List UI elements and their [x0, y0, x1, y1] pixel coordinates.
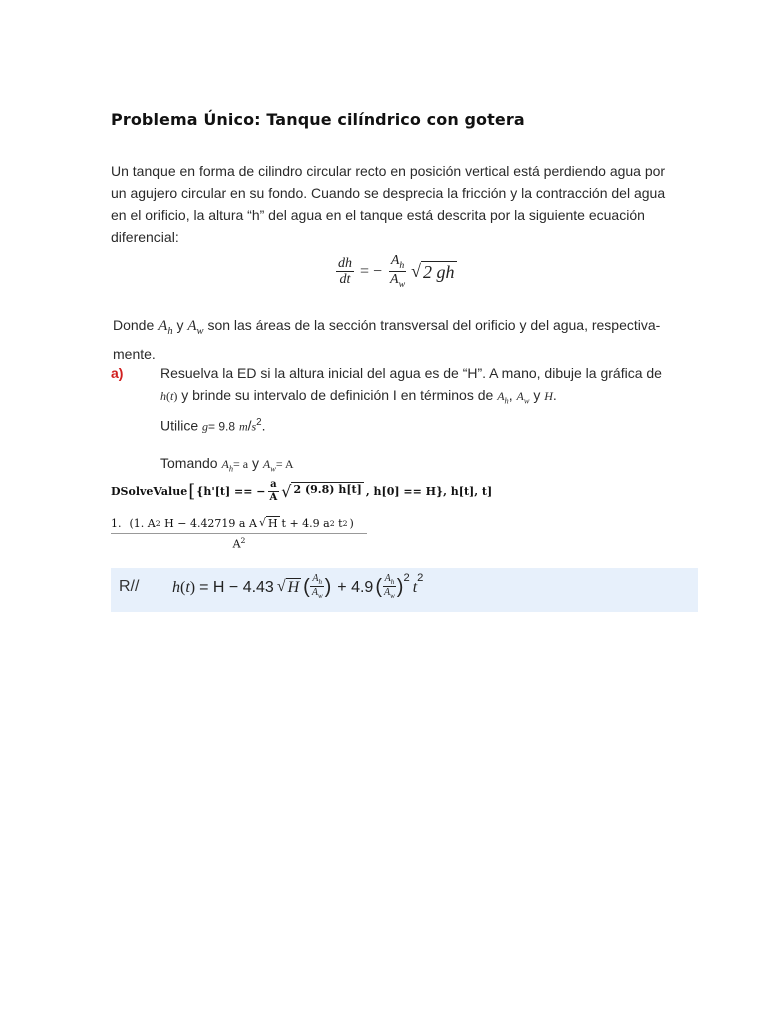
sqrt-H-answer: √ H [276, 578, 300, 597]
sqrt-H: √ H [258, 516, 278, 530]
answer-formula: h(t) = H − 4.43 √ H ( $\frac{A_h}{A_w}$ ) + 4.9 ( $\frac{A_h}{A_w}$ ) $^2$ t $^2$ [172, 572, 424, 601]
answer-fraction-1: $\frac{A_h}{A_w}$ [311, 573, 323, 601]
intro-line: Un tanque en forma de cilindro circular recto en posición vertical está perdiendo agua por [111, 163, 666, 179]
item-a-line3: Utilice g= 9.8 $m/s^2$. [160, 417, 266, 435]
sqrt-2-9.8-h: √ 2 (9.8) h[t] [281, 481, 362, 501]
item-a-line1: Resuelva la ED si la altura inicial del agua es de “H”. A mano, dibuje la gráfica de [160, 365, 662, 381]
answer-label: R// [119, 578, 140, 595]
output-denominator: $A^2$ [232, 536, 246, 551]
differential-equation [336, 254, 457, 291]
where-line-2: mente. [113, 346, 156, 362]
mathematica-output [111, 516, 367, 551]
answer-fraction-2: $\frac{A_h}{A_w}$ [384, 573, 395, 601]
output-numerator: 1. (1. A 2 H − 4.42719 a A √ H t + 4.9 a 2 t 2 ) [111, 516, 367, 534]
sqrt-2gh: √ 2 gh [411, 261, 455, 283]
mathematica-input: DSolveValue [ {h'[t] == − $\frac{a}{A}$ √ 2 (9.8) h[t] , h[0] == H}, h[t], t] [111, 479, 493, 503]
intro-line: un agujero circular en su fondo. Cuando se desprecia la fricción y la contracción del agua [111, 185, 666, 201]
where-paragraph [113, 314, 713, 365]
a-over-A-fraction: $\frac{a}{A}$ [269, 479, 278, 503]
item-a-text [160, 362, 720, 438]
intro-line: diferencial: [111, 229, 179, 245]
item-a-line2: h(t) y brinde su intervalo de definición I en términos de $A_h$, $A_w$ y H. [160, 387, 557, 406]
radical-sign: √ [411, 261, 422, 282]
dh-dt-fraction: $\frac{dh}{dt}$ [338, 255, 352, 288]
item-a-marker: a) [111, 365, 124, 381]
equals-minus: = − [360, 262, 383, 280]
intro-line: en el orificio, la altura “h” del agua en el tanque está descrita por la siguiente ecuación [111, 207, 645, 223]
intro-paragraph [111, 160, 665, 248]
page-title: Problema Único: Tanque cilíndrico con gotera [111, 110, 525, 129]
area-ratio-fraction: $\frac{A_h}{A_w}$ [390, 253, 406, 290]
taking-line: Tomando $A_h= a$ y $A_w= A$ [160, 455, 294, 474]
where-line: Donde $A_h$ y $A_w$ son las áreas de la sección transversal del orificio y del agua, respectiva- [113, 317, 661, 337]
